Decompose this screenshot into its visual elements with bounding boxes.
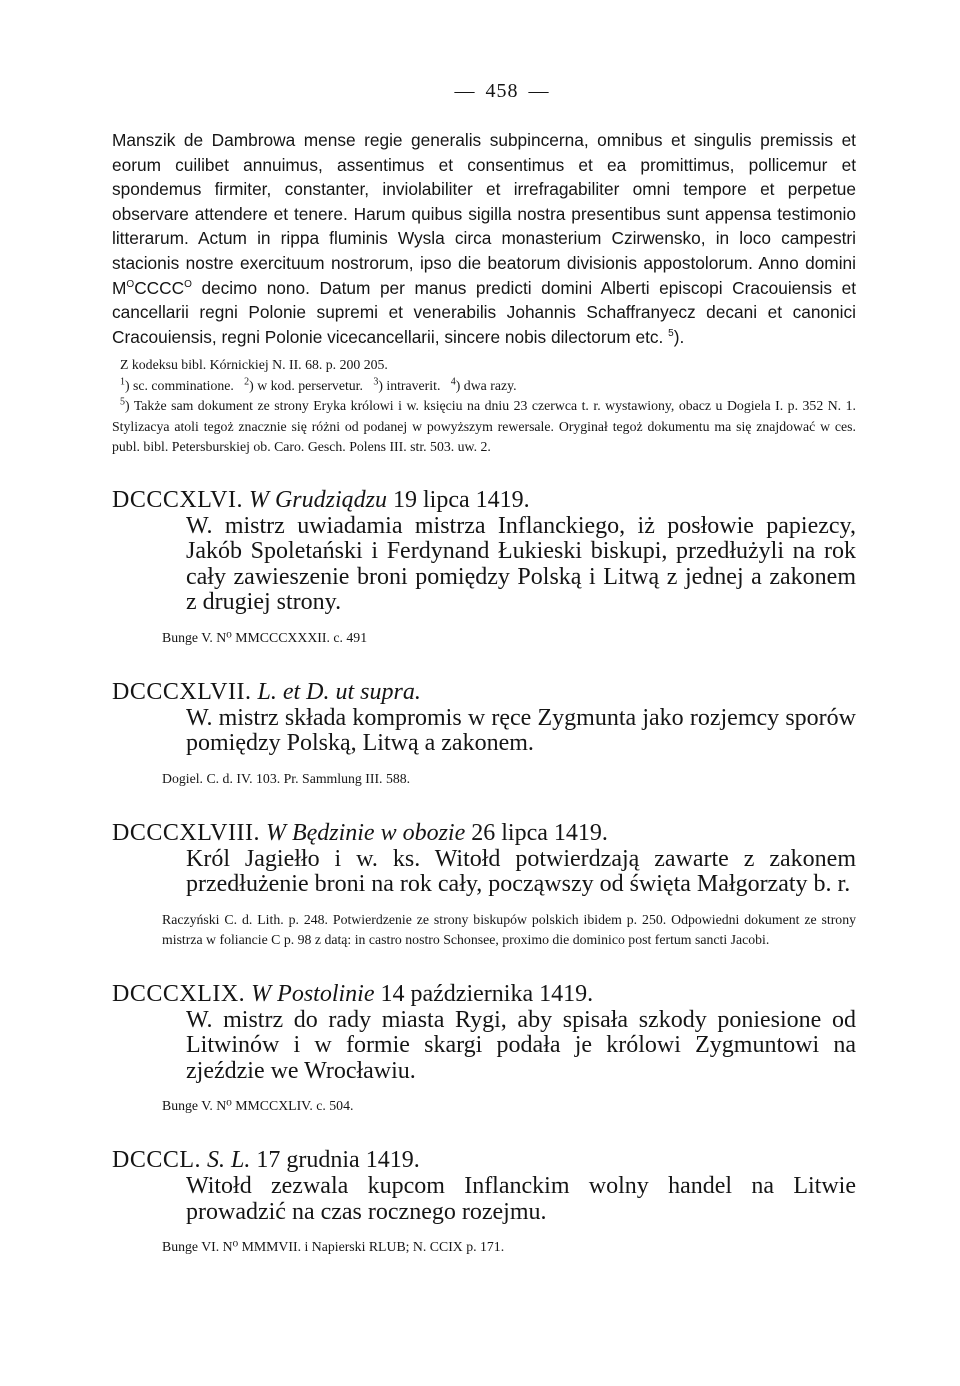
entry-source: Bunge V. N⁰ MMCCXLIV. c. 504. [162, 1098, 354, 1114]
page-number-value: 458 [485, 80, 519, 102]
entry-846 [112, 486, 856, 648]
superscript-o-1: O [126, 278, 135, 290]
entry-place: W Grudziądzu [248, 486, 387, 513]
entry-heading [112, 819, 856, 847]
entry-heading [112, 980, 856, 1008]
entry-source [112, 910, 856, 950]
entry-place: L. et D. ut supra. [257, 678, 421, 705]
footnote-text: ) w kod. perservetur. [249, 377, 363, 393]
entry-source: Dogiel. C. d. IV. 103. Pr. Sammlung III. 588. [162, 770, 411, 786]
entry-date: 17 grudnia [256, 1147, 360, 1174]
entry-850 [112, 1146, 856, 1257]
entry-848 [112, 819, 856, 950]
footnotes [112, 355, 856, 458]
entry-849 [112, 980, 856, 1117]
footnote-number: 3 [373, 376, 379, 388]
entry-date: 14 października [380, 980, 534, 1007]
entry-heading [112, 678, 856, 706]
entry-number: DCCCXLVI. [112, 486, 243, 513]
footnote-number: 1 [120, 376, 125, 388]
footnote-number: 2 [244, 376, 250, 388]
document-page [112, 80, 856, 1257]
entry-year: 1419. [365, 1147, 420, 1174]
entry-place: S. L. [207, 1147, 251, 1174]
dash-right: — [528, 80, 550, 102]
entry-heading [112, 486, 856, 514]
footnote-5 [112, 396, 856, 458]
entry-847 [112, 678, 856, 789]
entry-number: DCCCXLIX. [112, 980, 246, 1007]
source-note: Z kodeksu bibl. Kórnickiej N. II. 68. p. 200 205. [120, 357, 388, 373]
entry-source: Bunge VI. N⁰ MMMVII. i Napierski RLUB; N. CCIX p. 171. [162, 1239, 505, 1255]
latin-text-part-4: ). [673, 326, 685, 347]
entry-heading [112, 1146, 856, 1174]
entry-source-text: Raczyński C. d. Lith. p. 248. Potwierdzenie ze strony biskupów polskich ibidem p. 250. Odpowiedni dokument ze strony mistrza w foliancie C p. 98 z datą: in castro nostro Schonsee, proximo die dominico post fertum sancti Jacobi. [162, 911, 856, 947]
footnote-number: 5 [120, 396, 125, 408]
footnote-text: ) sc. comminatione. [125, 377, 234, 393]
footnote-line-1 [112, 376, 856, 397]
entry-summary: W. mistrz składa kompromis w ręce Zygmunta jako rozjemcy sporów pomiędzy Polską, Litwą a zakonem. [186, 704, 856, 757]
footnote-marker-5: 5 [668, 327, 674, 339]
entry-number: DCCCXLVII. [112, 678, 252, 705]
entry-summary: W. mistrz uwiadamia mistrza Inflanckiego, iż posłowie papiezcy, Jakób Spoletański i Ferdynand Łukieski biskupi, przedłużyli na rok cały zawieszenie broni pomiędzy Polską i Litwą z jednej a zakonem z drugiej strony. [186, 512, 856, 616]
latin-text-part-1: Manszik de Dambrowa mense regie generalis subpincerna, omnibus et singulis premissis et eorum cuilibet annuimus, assentimus et consentimus et ea promittimus, pollicemur et spondemus firmiter, constanter, inviolabiliter et irrefragabiliter omni tempore et perpetue observare attendere et tenere. Harum quibus sigilla nostra presentibus sunt appensa testimonio litterarum. Actum in rippa fluminis Wysla circa monasterium Czirwensko, in loco campestri stacionis nostre exercituum nostrorum, ipso die beatorum divisionis appostolorum. Anno domini M [112, 130, 856, 298]
entry-year: 1419. [475, 486, 530, 513]
entry-source: Bunge V. N⁰ MMCCCXXXII. c. 491 [162, 629, 368, 645]
footnote-number: 4 [450, 376, 456, 388]
entry-year: 1419. [539, 980, 594, 1007]
entry-place: W Postolinie [251, 980, 375, 1007]
entry-summary: Witołd zezwala kupcom Inflanckim wolny handel na Litwie prowadzić na czas rocznego rozejmu. [186, 1173, 856, 1225]
entry-date: 19 lipca [392, 486, 470, 513]
latin-document-text [112, 128, 856, 349]
entry-year: 1419. [553, 819, 608, 846]
dash-left: — [454, 80, 476, 102]
footnote-text: ) Także sam dokument ze strony Eryka królowi i w. księciu na dniu 23 czerwca t. r. wystawiony, obacz u Dogiela I. p. 352 N. 1. Stylizacya atoli tegoż znacznie się różni od podanej w powyższym rewersale. Oryginał tegoż dokumentu ma się znajdować w ces. publ. bibl. Petersburskiej ob. Caro. Gesch. Polens III. str. 503. uw. 2. [112, 398, 856, 455]
entry-date: 26 lipca [471, 819, 548, 846]
entry-summary: Król Jagiełło i w. ks. Witołd potwierdzają zawarte z zakonem przedłużenie broni na rok cały, począwszy od święta Małgorzaty b. r. [186, 845, 856, 898]
latin-text-part-3: decimo nono. Datum per manus predicti domini Alberti episcopi Cracouiensis et cancellarii regni Polonie supremi et venerabilis Johannis Schaffranyecz decani et canonici Cracouiensis, regni Polonie vicecancellarii, sincere nobis dilectorum etc. [112, 277, 856, 347]
footnote-text: ) intraverit. [378, 377, 441, 393]
entry-place: W Będzinie w obozie [265, 819, 466, 846]
entry-summary: W. mistrz do rady miasta Rygi, aby spisała szkody poniesione od Litwinów i w formie skargi podała je królowi Zygmuntowi na zjeździe we Wrocławiu. [186, 1006, 856, 1084]
entry-number: DCCCXLVIII. [112, 819, 260, 846]
page-number [148, 80, 856, 108]
footnote-text: ) dwa razy. [455, 377, 517, 393]
entry-number: DCCCL. [112, 1147, 202, 1174]
superscript-o-2: O [184, 278, 192, 290]
latin-text-part-2: CCCC [134, 277, 185, 298]
